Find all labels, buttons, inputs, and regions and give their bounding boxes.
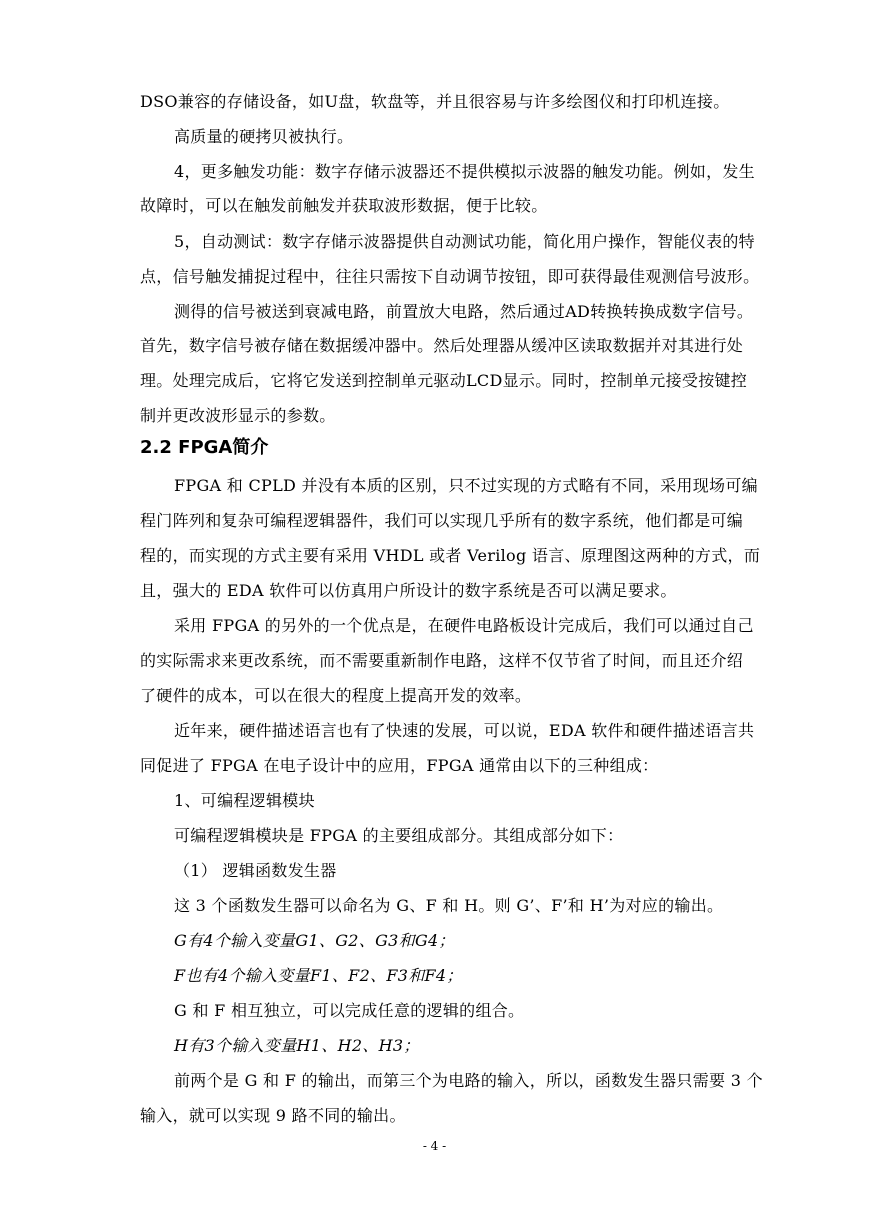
- paragraph-line: 5，自动测试：数字存储示波器提供自动测试功能，简化用户操作，智能仪表的特: [174, 232, 755, 251]
- paragraph-line: 制并更改波形显示的参数。: [140, 406, 336, 425]
- paragraph-line: 程门阵列和复杂可编程逻辑器件，我们可以实现几乎所有的数字系统，他们都是可编: [140, 511, 744, 530]
- paragraph-line: 近年来，硬件描述语言也有了快速的发展，可以说，EDA 软件和硬件描述语言共: [174, 721, 755, 740]
- paragraph-line: 故障时，可以在触发前触发并获取波形数据，便于比较。: [140, 196, 548, 215]
- paragraph-line: 理。处理完成后，它将它发送到控制单元驱动LCD显示。同时，控制单元接受按键控: [140, 371, 748, 390]
- paragraph-line: DSO兼容的存储设备，如U盘，软盘等，并且很容易与许多绘图仪和打印机连接。: [140, 92, 730, 111]
- paragraph-line: 的实际需求来更改系统，而不需要重新制作电路，这样不仅节省了时间，而且还介绍: [140, 651, 744, 670]
- paragraph-line: 这 3 个函数发生器可以命名为 G、F 和 H。则 G’、F’和 H’为对应的输出。: [174, 896, 724, 915]
- paragraph-line: FPGA 和 CPLD 并没有本质的区别，只不过实现的方式略有不同，采用现场可编: [174, 476, 758, 495]
- paragraph-line: 4，更多触发功能：数字存储示波器还不提供模拟示波器的触发功能。例如，发生: [174, 162, 755, 181]
- paragraph-line: 前两个是 G 和 F 的输出，而第三个为电路的输入，所以，函数发生器只需要 3 个: [174, 1071, 763, 1090]
- formula-line: G有4个输入变量G1、G2、G3和G4；: [174, 931, 455, 950]
- paragraph-line: 采用 FPGA 的另外的一个优点是，在硬件电路板设计完成后，我们可以通过自己: [174, 616, 754, 635]
- section-heading: 2.2 FPGA简介: [140, 437, 269, 458]
- paragraph-line: 程的，而实现的方式主要有采用 VHDL 或者 Verilog 语言、原理图这两种的方式，而: [140, 546, 761, 565]
- paragraph-line: G 和 F 相互独立，可以完成任意的逻辑的组合。: [174, 1001, 525, 1020]
- formula-line: F也有4个输入变量F1、F2、F3和F4；: [174, 966, 463, 985]
- paragraph-line: 1、可编程逻辑模块: [174, 791, 315, 810]
- paragraph-line: 输入，就可以实现 9 路不同的输出。: [140, 1106, 406, 1125]
- paragraph-line: 首先，数字信号被存储在数据缓冲器中。然后处理器从缓冲区读取数据并对其进行处: [140, 336, 744, 355]
- paragraph-line: 点，信号触发捕捉过程中，往往只需按下自动调节按钮，即可获得最佳观测信号波形。: [140, 267, 760, 286]
- paragraph-line: 可编程逻辑模块是 FPGA 的主要组成部分。其组成部分如下：: [174, 826, 624, 845]
- paragraph-line: （1） 逻辑函数发生器: [174, 861, 337, 880]
- paragraph-line: 且，强大的 EDA 软件可以仿真用户所设计的数字系统是否可以满足要求。: [140, 581, 677, 600]
- formula-line: H有3个输入变量H1、H2、H3；: [174, 1036, 420, 1055]
- paragraph-line: 高质量的硬拷贝被执行。: [174, 127, 354, 146]
- page-number: - 4 -: [422, 1139, 447, 1153]
- paragraph-line: 测得的信号被送到衰减电路，前置放大电路，然后通过AD转换转换成数字信号。: [174, 302, 754, 321]
- paragraph-line: 了硬件的成本，可以在很大的程度上提高开发的效率。: [140, 686, 532, 705]
- paragraph-line: 同促进了 FPGA 在电子设计中的应用，FPGA 通常由以下的三种组成：: [140, 756, 659, 775]
